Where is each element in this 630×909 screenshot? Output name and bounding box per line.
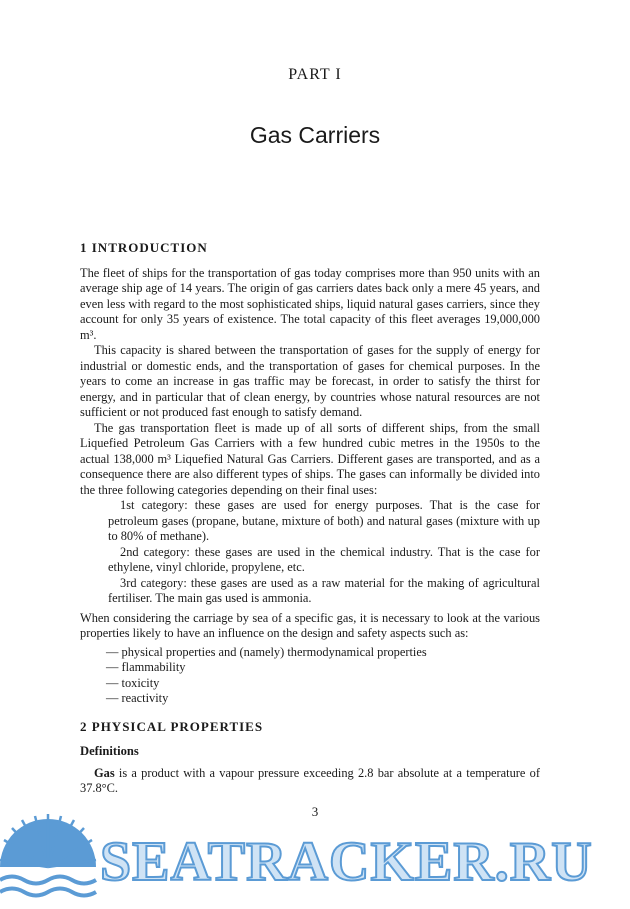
watermark-text: SEATRACKER.RU xyxy=(100,831,593,893)
section-1-heading: 1 INTRODUCTION xyxy=(80,240,208,255)
paragraph-4: When considering the carriage by sea of a specific gas, it is necessary to look at the various properties likely to have an influence on the design and safety aspects such as: xyxy=(80,610,540,640)
part-label: PART I xyxy=(288,66,342,83)
body-text xyxy=(80,240,540,797)
gas-definition xyxy=(80,766,540,797)
category-list xyxy=(80,498,540,607)
paragraph-1: The fleet of ships for the transportation of gas today comprises more than 950 units with an average ship age of 14 years. The origin of gas carriers dates back only a mere 45 years, and even less with regard to the most sophisticated ships, liquid natural gases carriers, since they account for only 35 years of existence. The total capacity of this fleet averages 19,000,000 m³. xyxy=(80,265,540,342)
list-item: — physical properties and (namely) thermodynamical properties xyxy=(106,645,540,661)
category-item: 3rd category: these gases are used as a raw material for the making of agricultural fertiliser. The main gas used is ammonia. xyxy=(108,575,540,605)
definition-term: Gas xyxy=(94,765,115,780)
properties-list xyxy=(106,645,540,707)
definition-text: is a product with a vapour pressure exceeding 2.8 bar absolute at a temperature of 37.8°C. xyxy=(80,765,540,795)
page-number: 3 xyxy=(311,804,319,819)
category-item: 2nd category: these gases are used in the chemical industry. That is the case for ethylene, vinyl chloride, propylene, etc. xyxy=(108,544,540,574)
list-item: — reactivity xyxy=(106,691,540,707)
paragraph-2: This capacity is shared between the transportation of gases for the supply of energy for industrial or domestic ends, and the transportation of gases for chemical purposes. In the years to come an increase in gas traffic may be forecast, in order to satisfy the thirst for energy, and in particular that of clean energy, by countries whose natural resources are not sufficient or not produced fast enough to satisfy demand. xyxy=(80,343,540,419)
definitions-subheading: Definitions xyxy=(80,744,139,758)
page-title: Gas Carriers xyxy=(249,122,381,148)
category-item: 1st category: these gases are used for energy purposes. That is the case for petroleum gases (propane, butane, mixture of both) and natural gases (mixture with up to 80% of methane). xyxy=(108,498,540,543)
section-2-heading: 2 PHYSICAL PROPERTIES xyxy=(80,718,264,734)
section-2 xyxy=(80,719,540,797)
list-item: — toxicity xyxy=(106,676,540,692)
list-item: — flammability xyxy=(106,660,540,676)
paragraph-3: The gas transportation fleet is made up of all sorts of different ships, from the small Liquefied Petroleum Gas Carriers with a few hundred cubic metres in the 1950s to the actual 138,000 m³ Liquefied Natural Gas Carriers. Different gases are transported, and as a consequence there are also different types of ships. The gases can informally be divided into the three following categories depending on their final uses: xyxy=(80,420,540,497)
